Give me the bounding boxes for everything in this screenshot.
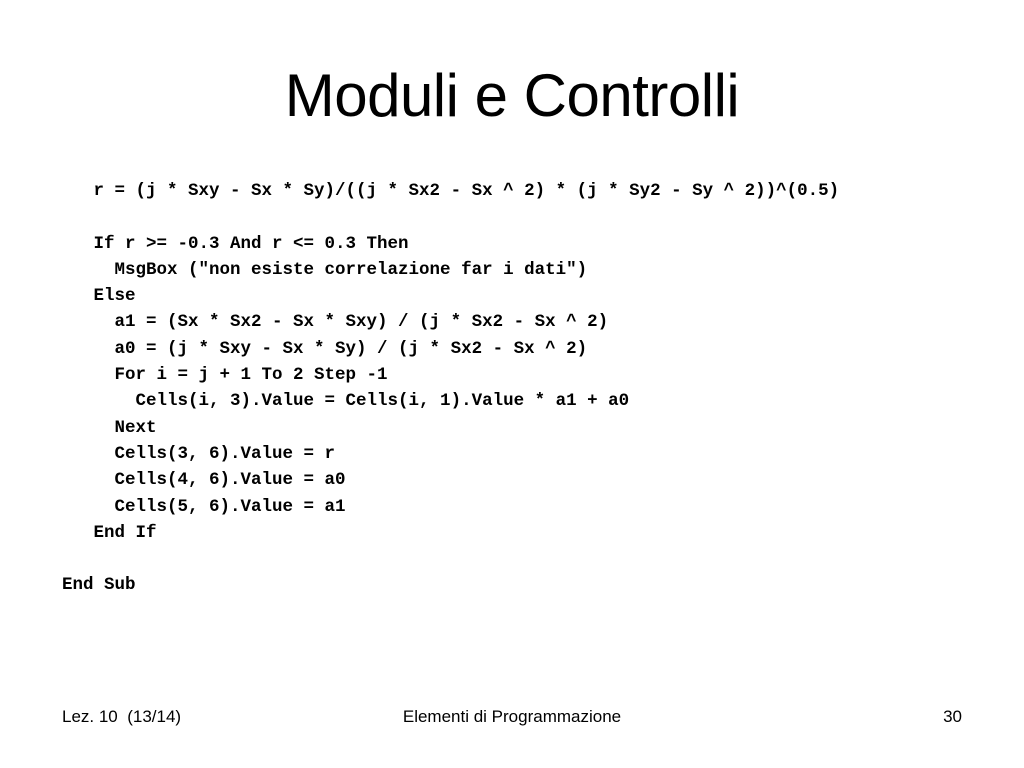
code-line xyxy=(62,546,839,572)
footer-lesson-label: Lez. 10 (13/14) xyxy=(62,707,182,726)
code-line: Cells(3, 6).Value = r xyxy=(62,443,336,464)
code-line xyxy=(62,204,839,230)
slide-title: Moduli e Controlli xyxy=(284,62,740,129)
code-line: r = (j * Sxy - Sx * Sy)/((j * Sx2 - Sx ^ 2) * (j * Sy2 - Sy ^ 2))^(0.5) xyxy=(62,181,840,201)
code-line: a0 = (j * Sxy - Sx * Sy) / (j * Sx2 - Sx ^ 2) xyxy=(62,338,588,359)
code-line: Else xyxy=(62,286,136,307)
code-block xyxy=(62,178,839,599)
code-line: Cells(i, 3).Value = Cells(i, 1).Value * a1 + a0 xyxy=(62,391,630,412)
code-line: Next xyxy=(62,417,157,438)
code-line: For i = j + 1 To 2 Step -1 xyxy=(62,365,388,386)
footer-course-title: Elementi di Programmazione xyxy=(402,707,622,726)
code-line: If r >= -0.3 And r <= 0.3 Then xyxy=(62,233,409,254)
code-line: End If xyxy=(62,522,157,543)
code-line: Cells(5, 6).Value = a1 xyxy=(62,496,346,517)
code-line: a1 = (Sx * Sx2 - Sx * Sxy) / (j * Sx2 - Sx ^ 2) xyxy=(62,312,609,333)
footer-page-number: 30 xyxy=(943,707,962,726)
code-line: MsgBox ("non esiste correlazione far i dati") xyxy=(62,259,588,280)
code-line: End Sub xyxy=(62,575,136,596)
code-line: Cells(4, 6).Value = a0 xyxy=(62,470,346,491)
